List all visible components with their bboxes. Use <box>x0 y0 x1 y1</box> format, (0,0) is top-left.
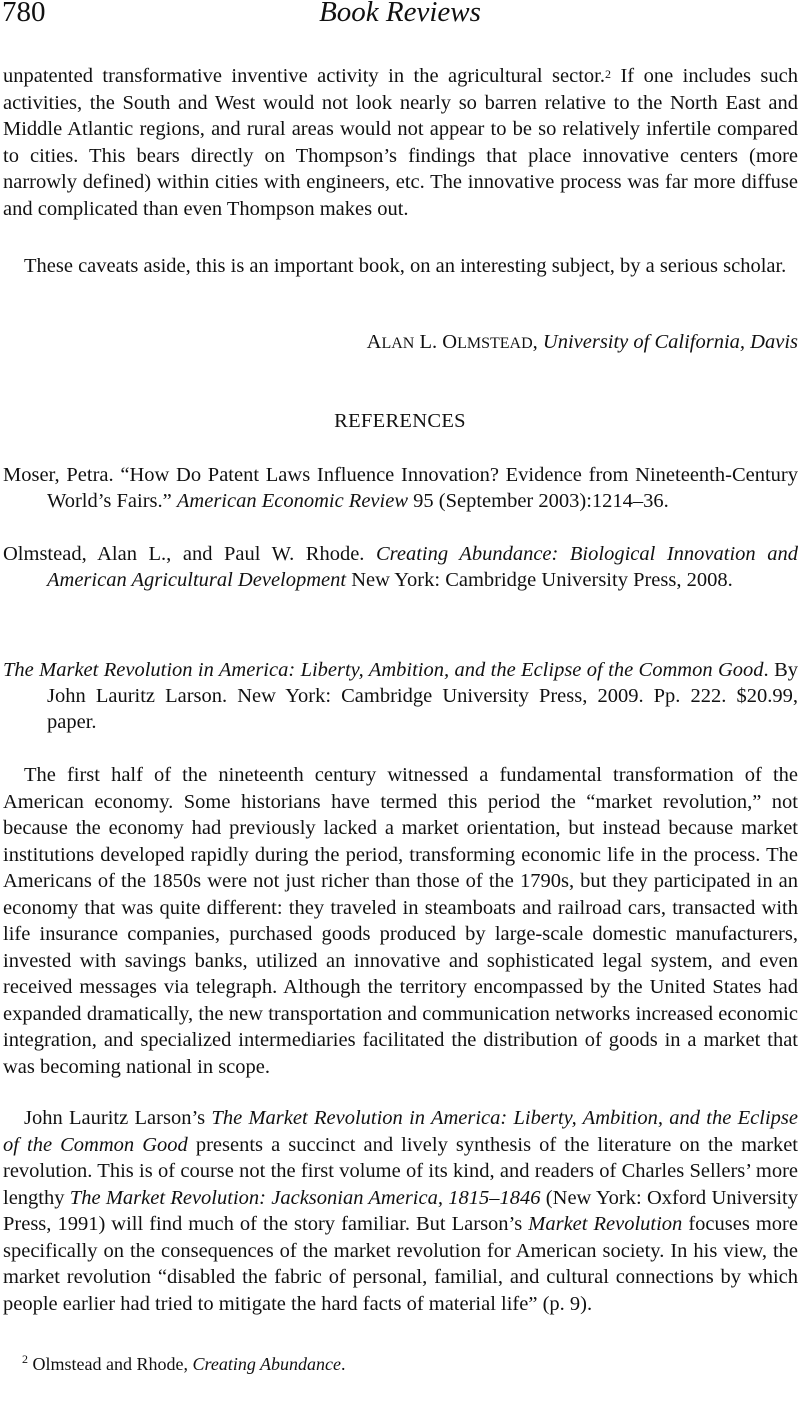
para2-text-b: presents a succinct and lively synthesis of the literature on the market revolution. This is of course not the first volume of its kind, and readers of Charles Sellers’ more lengthy <box>3 1133 799 1209</box>
review1-paragraph-1-text-a: unpatented transformative inventive activity in the agricultural sector. <box>3 65 605 87</box>
sig-last-initial: O <box>442 331 458 353</box>
ref1-text-b: 95 (September 2003):1214–36. <box>408 490 669 512</box>
reviewer-affiliation: University of California, Davis <box>542 331 798 353</box>
sig-last-rest: LMSTEAD <box>457 335 533 352</box>
review2-paragraph-1: The first half of the nineteenth century witnessed a fundamental transformation of the American economy. Some historians have termed this period the “market revolution,” not because the economy had previously lacked a market orientation, but instead because market institutions developed rapidly during the period, transforming economic life in the process. The Americans of the 1850s were not just richer than those of the 1790s, but they participated in an economy that was quite different: they traveled in steamboats and railroad cars, transacted with life insurance companies, purchased goods produced by large-scale domestic manufacturers, invested with savings banks, utilized an innovative and sophisticated legal system, and even received messages via telegraph. Although the territory encompassed by the United States had expanded dramatically, the new transportation and communication networks increased economic integration, and specialized intermediaries facilitated the distribution of goods in a market that was becoming national in scope. <box>3 764 798 1078</box>
ref1-text-a: Moser, Petra. “How Do Patent Laws Influence Innovation? Evidence from Nineteenth-Century World’s Fairs.” <box>3 464 798 512</box>
para2-text-c: (New York: Oxford University Press, 1991) will find much of the story familiar. But Larson’s <box>3 1186 798 1235</box>
review1-paragraph-2: These caveats aside, this is an important book, on an interesting subject, by a serious scholar. <box>24 255 787 277</box>
ref2-text-a: Olmstead, Alan L., and Paul W. Rhode. <box>3 543 376 565</box>
reference-moser <box>3 462 798 514</box>
footnote-title: Creating Abundance <box>192 1354 341 1374</box>
book-title: The Market Revolution in America: Liberty, Ambition, and the Eclipse of the Common Good <box>3 659 764 681</box>
book-citation <box>3 657 798 735</box>
review1-paragraph-1-text-b: If one includes such activities, the South and West would not look nearly so barren relative to the North East and Middle Atlantic regions, and rural areas would not appear to be so relatively infertile compared to cities. This bears directly on Thompson’s findings that place innovative centers (more narrowly defined) within cities with engineers, etc. The innovative process was far more diffuse and complicated than even Thompson makes out. <box>3 65 799 220</box>
sig-first-initial: A <box>366 331 382 353</box>
para2-title-1: The Market Revolution in America: Liberty, Ambition, and the Eclipse of the Common Good <box>3 1107 798 1156</box>
reviewer-signature: ALAN L. OLMSTEAD, University of California, Davis <box>366 331 798 353</box>
reference-olmstead <box>3 541 798 593</box>
sig-middle: L. <box>414 331 443 353</box>
para2-text-d: focuses more specifically on the consequences of the market revolution for American society. In his view, the market revolution “disabled the fabric of personal, familial, and cultural connections by which people earlier had tried to mitigate the hard facts of material life” (p. 9). <box>3 1213 798 1315</box>
page-header <box>2 0 798 30</box>
footnote-number: 2 <box>22 1352 28 1366</box>
para2-title-2: The Market Revolution: Jacksonian America, 1815–1846 <box>69 1186 541 1209</box>
ref2-text-b: New York: Cambridge University Press, 2008. <box>346 569 733 591</box>
footnote <box>22 1354 345 1375</box>
para2-title-3: Market Revolution <box>528 1213 683 1235</box>
running-title: Book Reviews <box>319 0 481 28</box>
page-number: 780 <box>2 0 46 28</box>
para2-text-a: John Lauritz Larson’s <box>24 1107 212 1129</box>
footnote-text-b: . <box>340 1354 346 1374</box>
sig-first-rest: LAN <box>381 335 415 352</box>
review1-paragraph-1 <box>3 63 798 222</box>
footnote-marker[interactable]: 2 <box>604 67 611 81</box>
footnote-text-a: Olmstead and Rhode, <box>28 1354 193 1374</box>
book-info: . By John Lauritz Larson. New York: Cambridge University Press, 2009. Pp. 222. $20.99, paper. <box>47 659 798 733</box>
ref1-journal: American Economic Review <box>176 490 408 512</box>
review2-paragraph-2 <box>3 1105 798 1317</box>
ref2-title: Creating Abundance: Biological Innovation and American Agricultural Development <box>47 543 798 591</box>
references-heading: REFERENCES <box>334 410 466 432</box>
